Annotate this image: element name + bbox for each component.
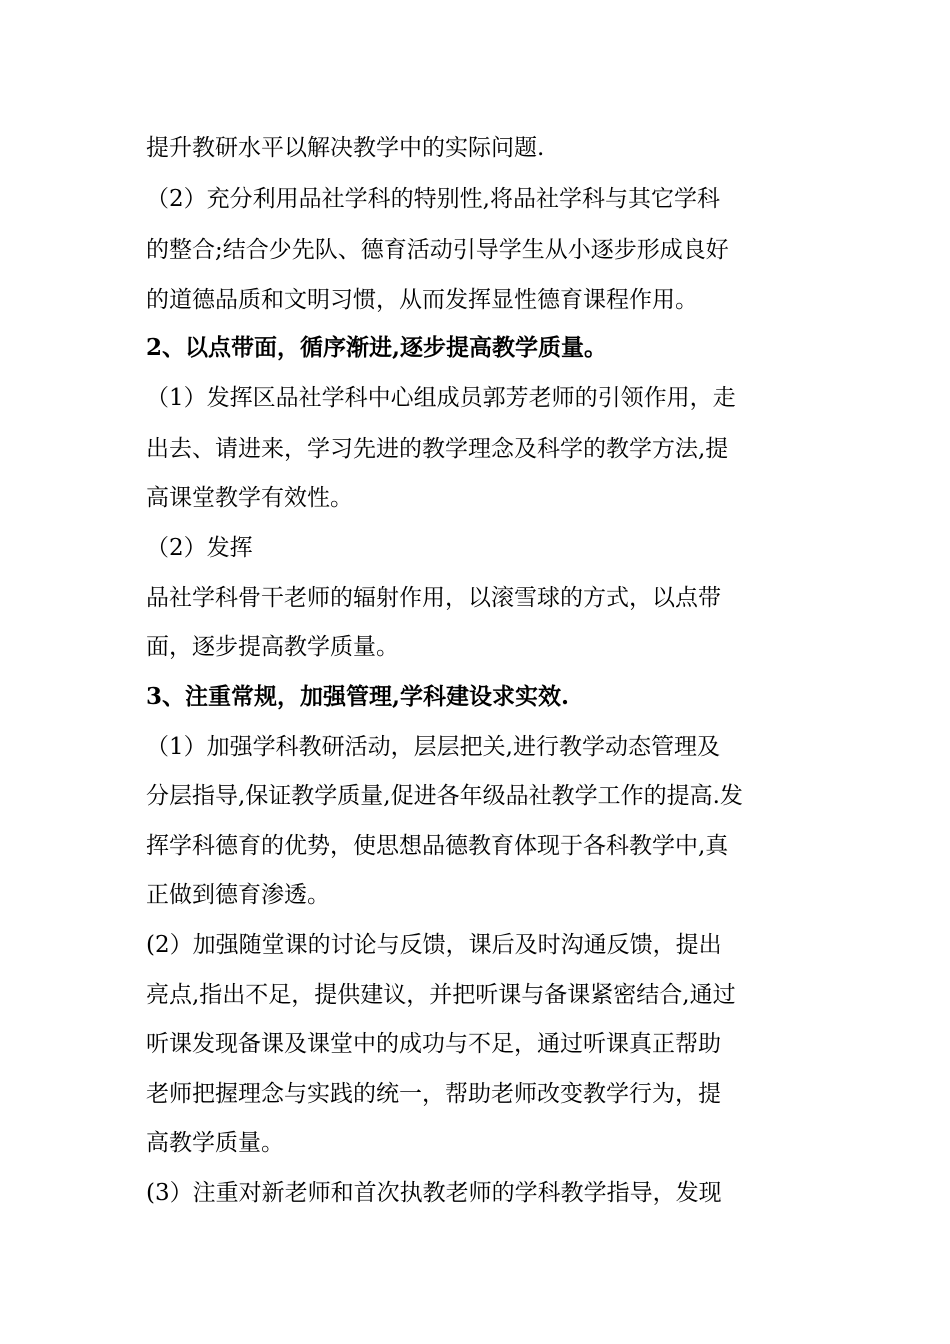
- text-line: 高课堂教学有效性。: [146, 485, 353, 511]
- text-line: （1）发挥区品社学科中心组成员郭芳老师的引领作用，走: [146, 385, 736, 411]
- text-line: 老师把握理念与实践的统一，帮助老师改变教学行为，提: [146, 1081, 721, 1107]
- text-line: 高教学质量。: [146, 1130, 284, 1156]
- text-line: 的整合;结合少先队、德育活动引导学生从小逐步形成良好: [146, 237, 729, 263]
- section-heading: 3、注重常规，加强管理,学科建设求实效.: [146, 683, 570, 710]
- text-line: (3）注重对新老师和首次执教老师的学科教学指导，发现: [146, 1180, 722, 1206]
- text-line: 品社学科骨干老师的辐射作用，以滚雪球的方式，以点带: [146, 585, 721, 611]
- text-line: 分层指导,保证教学质量,促进各年级品社教学工作的提高.发: [146, 783, 743, 809]
- text-line: 提升教研水平以解决教学中的实际问题.: [146, 135, 545, 161]
- text-line: 亮点,指出不足，提供建议，并把听课与备课紧密结合,通过: [146, 982, 736, 1008]
- text-line: 正做到德育渗透。: [146, 882, 330, 908]
- text-line: （2）充分利用品社学科的特别性,将品社学科与其它学科: [146, 186, 720, 212]
- text-line: 的道德品质和文明习惯，从而发挥显性德育课程作用。: [146, 287, 698, 313]
- section-heading: 2、以点带面，循序渐进,逐步提高教学质量。: [146, 334, 608, 361]
- text-line: （2）发挥: [146, 535, 253, 561]
- text-line: 出去、请进来，学习先进的教学理念及科学的教学方法,提: [146, 436, 729, 462]
- text-line: 听课发现备课及课堂中的成功与不足，通过听课真正帮助: [146, 1031, 721, 1057]
- text-line: 挥学科德育的优势，使思想品德教育体现于各科教学中,真: [146, 833, 729, 859]
- text-line: 面，逐步提高教学质量。: [146, 634, 399, 660]
- text-line: (2）加强随堂课的讨论与反馈，课后及时沟通反馈，提出: [146, 932, 722, 958]
- text-line: （1）加强学科教研活动，层层把关,进行教学动态管理及: [146, 734, 720, 760]
